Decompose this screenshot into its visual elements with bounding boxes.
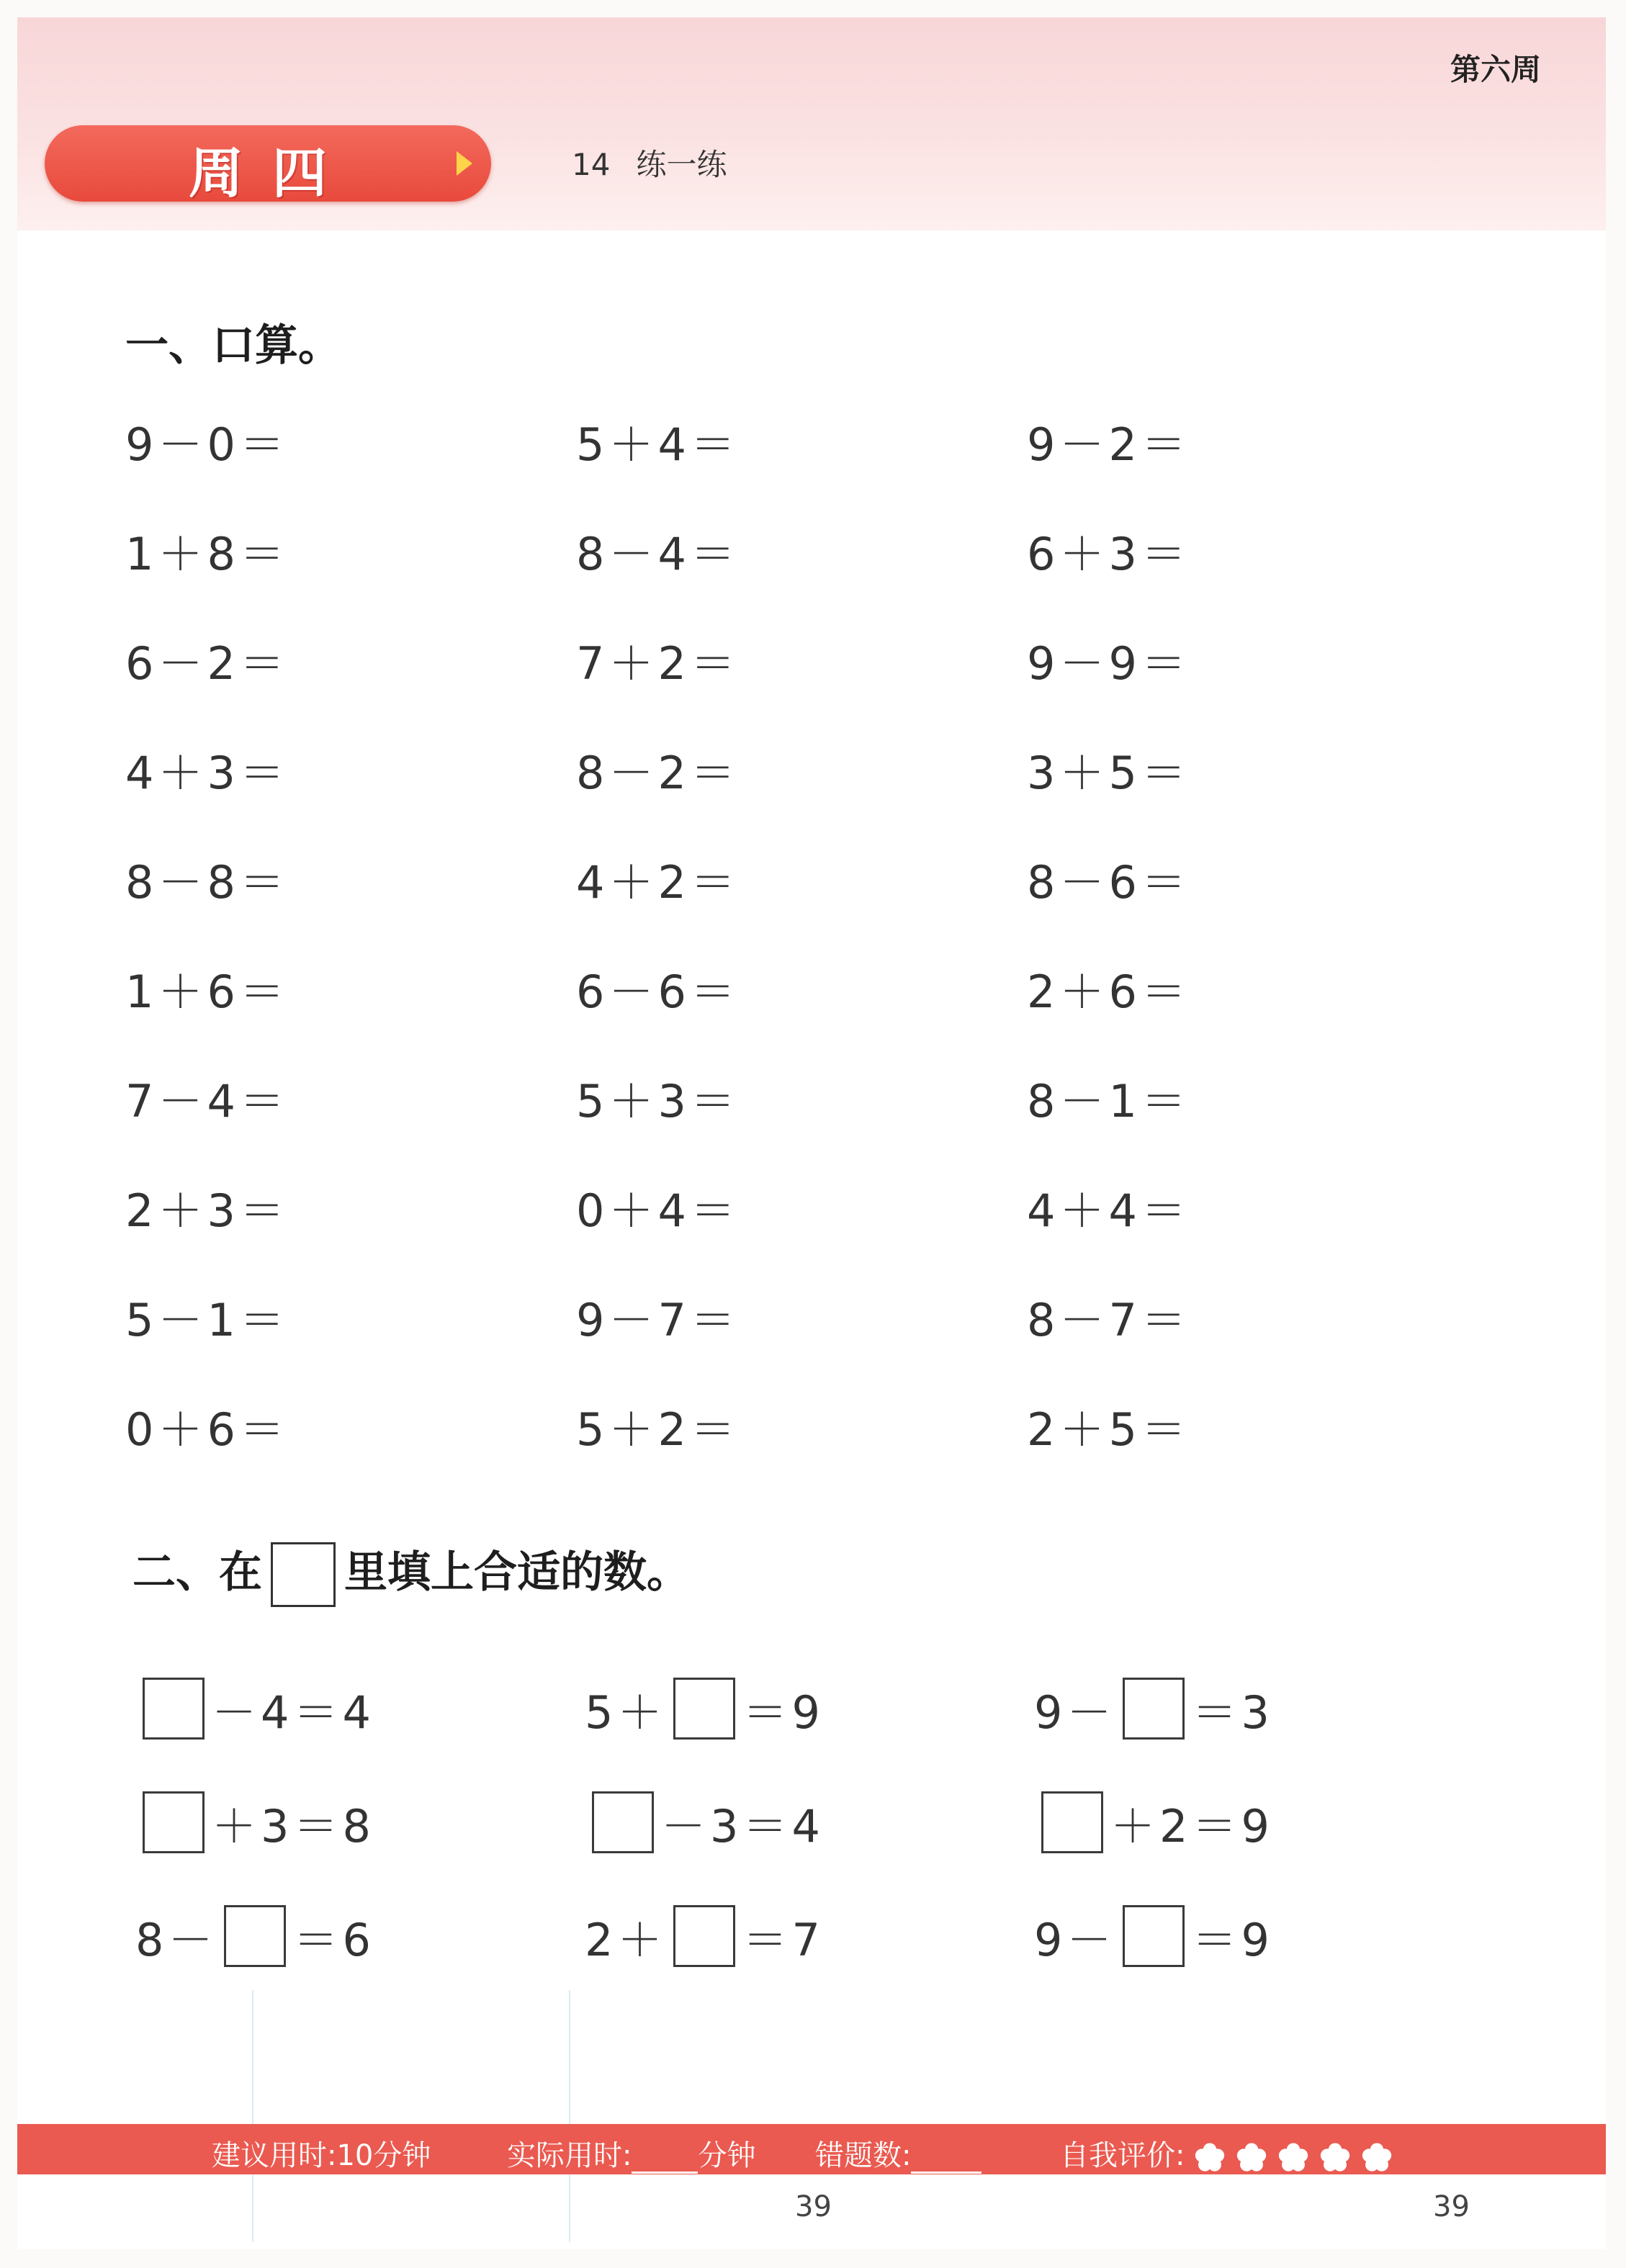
error-count-blank[interactable] [911, 2150, 982, 2174]
fill-in-problem [1034, 1652, 1483, 1765]
problem-before: 5＋ [585, 1686, 667, 1739]
actual-time-blank[interactable] [632, 2150, 698, 2174]
mental-math-problem: 2＋3＝ [125, 1184, 289, 1237]
fill-in-problem [585, 1879, 1034, 1993]
answer-box[interactable] [1123, 1905, 1185, 1967]
problem-after: ＝9 [1192, 1913, 1274, 1966]
fill-in-problem [1034, 1879, 1483, 1993]
answer-box[interactable] [143, 1678, 205, 1740]
flower-star-icon[interactable] [1193, 2141, 1226, 2174]
flower-star-icon[interactable] [1360, 2141, 1393, 2174]
answer-box[interactable] [592, 1791, 654, 1853]
problem-after: ＝9 [742, 1686, 825, 1739]
actual-time-unit: 分钟 [698, 2139, 756, 2172]
mental-math-grid [125, 409, 1478, 1503]
section-2-title-prefix: 二、在 [132, 1547, 262, 1598]
mental-math-problem: 2＋6＝ [1027, 966, 1190, 1018]
guide-line [252, 1990, 253, 2242]
flower-star-icon[interactable] [1319, 2141, 1352, 2174]
problem-after: ＋3＝8 [212, 1799, 375, 1853]
self-evaluation [1060, 2133, 1393, 2174]
mental-math-problem: 1＋8＝ [125, 528, 289, 580]
mental-math-problem: 9－9＝ [1027, 637, 1190, 690]
answer-box[interactable] [1041, 1791, 1103, 1853]
guide-line [569, 1990, 570, 2242]
mental-math-problem: 5－1＝ [125, 1294, 289, 1346]
section-2-title [132, 1538, 690, 1607]
problem-after: ＝6 [293, 1913, 375, 1966]
fill-in-problem [1034, 1765, 1483, 1879]
self-eval-label: 自我评价: [1060, 2139, 1185, 2172]
answer-box[interactable] [673, 1905, 735, 1967]
fill-in-problem [135, 1652, 585, 1765]
mental-math-problem: 5＋3＝ [576, 1075, 740, 1128]
mental-math-problem: 1＋6＝ [125, 966, 289, 1018]
mental-math-problem: 8－7＝ [1027, 1294, 1190, 1346]
lesson-heading [572, 141, 727, 184]
mental-math-problem: 8－2＝ [576, 747, 740, 799]
day-label: 周四 [189, 141, 356, 205]
section-1-title: 一、口算。 [125, 320, 341, 371]
mental-math-problem: 5＋2＝ [576, 1403, 740, 1456]
mental-math-problem: 9－0＝ [125, 418, 289, 471]
problem-after: ＝3 [1192, 1686, 1274, 1739]
answer-box[interactable] [673, 1678, 735, 1740]
mental-math-problem: 4＋3＝ [125, 747, 289, 799]
mental-math-problem: 3＋5＝ [1027, 747, 1190, 799]
mental-math-problem: 9－2＝ [1027, 418, 1190, 471]
answer-box[interactable] [224, 1905, 286, 1967]
error-count [815, 2133, 982, 2174]
mental-math-problem: 7－4＝ [125, 1075, 289, 1128]
problem-after: －3＝4 [661, 1799, 825, 1853]
mental-math-problem: 2＋5＝ [1027, 1403, 1190, 1456]
mental-math-problem: 7＋2＝ [576, 637, 740, 690]
fill-in-problem [135, 1879, 585, 1993]
answer-box[interactable] [143, 1791, 205, 1853]
fill-in-problem [585, 1652, 1034, 1765]
mental-math-problem: 0＋6＝ [125, 1403, 289, 1456]
worksheet-page [17, 17, 1606, 2249]
mental-math-problem: 5＋4＝ [576, 418, 740, 471]
day-badge [45, 125, 491, 205]
problem-after: ＋2＝9 [1110, 1799, 1274, 1853]
mental-math-problem: 6＋3＝ [1027, 528, 1190, 580]
actual-time [507, 2133, 755, 2174]
fill-in-problem [135, 1765, 585, 1879]
play-arrow-icon [457, 151, 472, 176]
page-number-left: 39 [795, 2190, 832, 2223]
footer-bar [17, 2124, 1606, 2174]
mental-math-problem: 8－1＝ [1027, 1075, 1190, 1128]
week-label: 第六周 [1450, 52, 1541, 87]
answer-box[interactable] [1123, 1678, 1185, 1740]
problem-before: 8－ [135, 1913, 217, 1966]
problem-before: 9－ [1034, 1686, 1116, 1739]
problem-before: 2＋ [585, 1913, 667, 1966]
problem-before: 9－ [1034, 1913, 1116, 1966]
problem-after: ＝7 [742, 1913, 825, 1966]
actual-time-label: 实际用时: [507, 2139, 632, 2172]
fill-in-grid [135, 1652, 1483, 1993]
page-header [17, 17, 1606, 230]
mental-math-problem: 8－6＝ [1027, 856, 1190, 909]
mental-math-problem: 8－4＝ [576, 528, 740, 580]
fill-in-problem [585, 1765, 1034, 1879]
error-count-label: 错题数: [815, 2139, 912, 2172]
suggested-time: 建议用时:10分钟 [212, 2139, 431, 2172]
mental-math-problem: 8－8＝ [125, 856, 289, 909]
rating-stars [1185, 2139, 1393, 2172]
mental-math-problem: 9－7＝ [576, 1294, 740, 1346]
problem-after: －4＝4 [212, 1686, 375, 1739]
lesson-title: 练一练 [636, 147, 727, 182]
flower-star-icon[interactable] [1277, 2141, 1310, 2174]
mental-math-problem: 6－2＝ [125, 637, 289, 690]
section-2-title-suffix: 里填上合适的数。 [344, 1547, 690, 1598]
flower-star-icon[interactable] [1235, 2141, 1268, 2174]
mental-math-problem: 6－6＝ [576, 966, 740, 1018]
lesson-number: 14 [572, 147, 611, 182]
mental-math-problem: 4＋4＝ [1027, 1184, 1190, 1237]
mental-math-problem: 0＋4＝ [576, 1184, 740, 1237]
page-number-right: 39 [1433, 2190, 1470, 2223]
blank-box-icon [271, 1542, 336, 1607]
mental-math-problem: 4＋2＝ [576, 856, 740, 909]
